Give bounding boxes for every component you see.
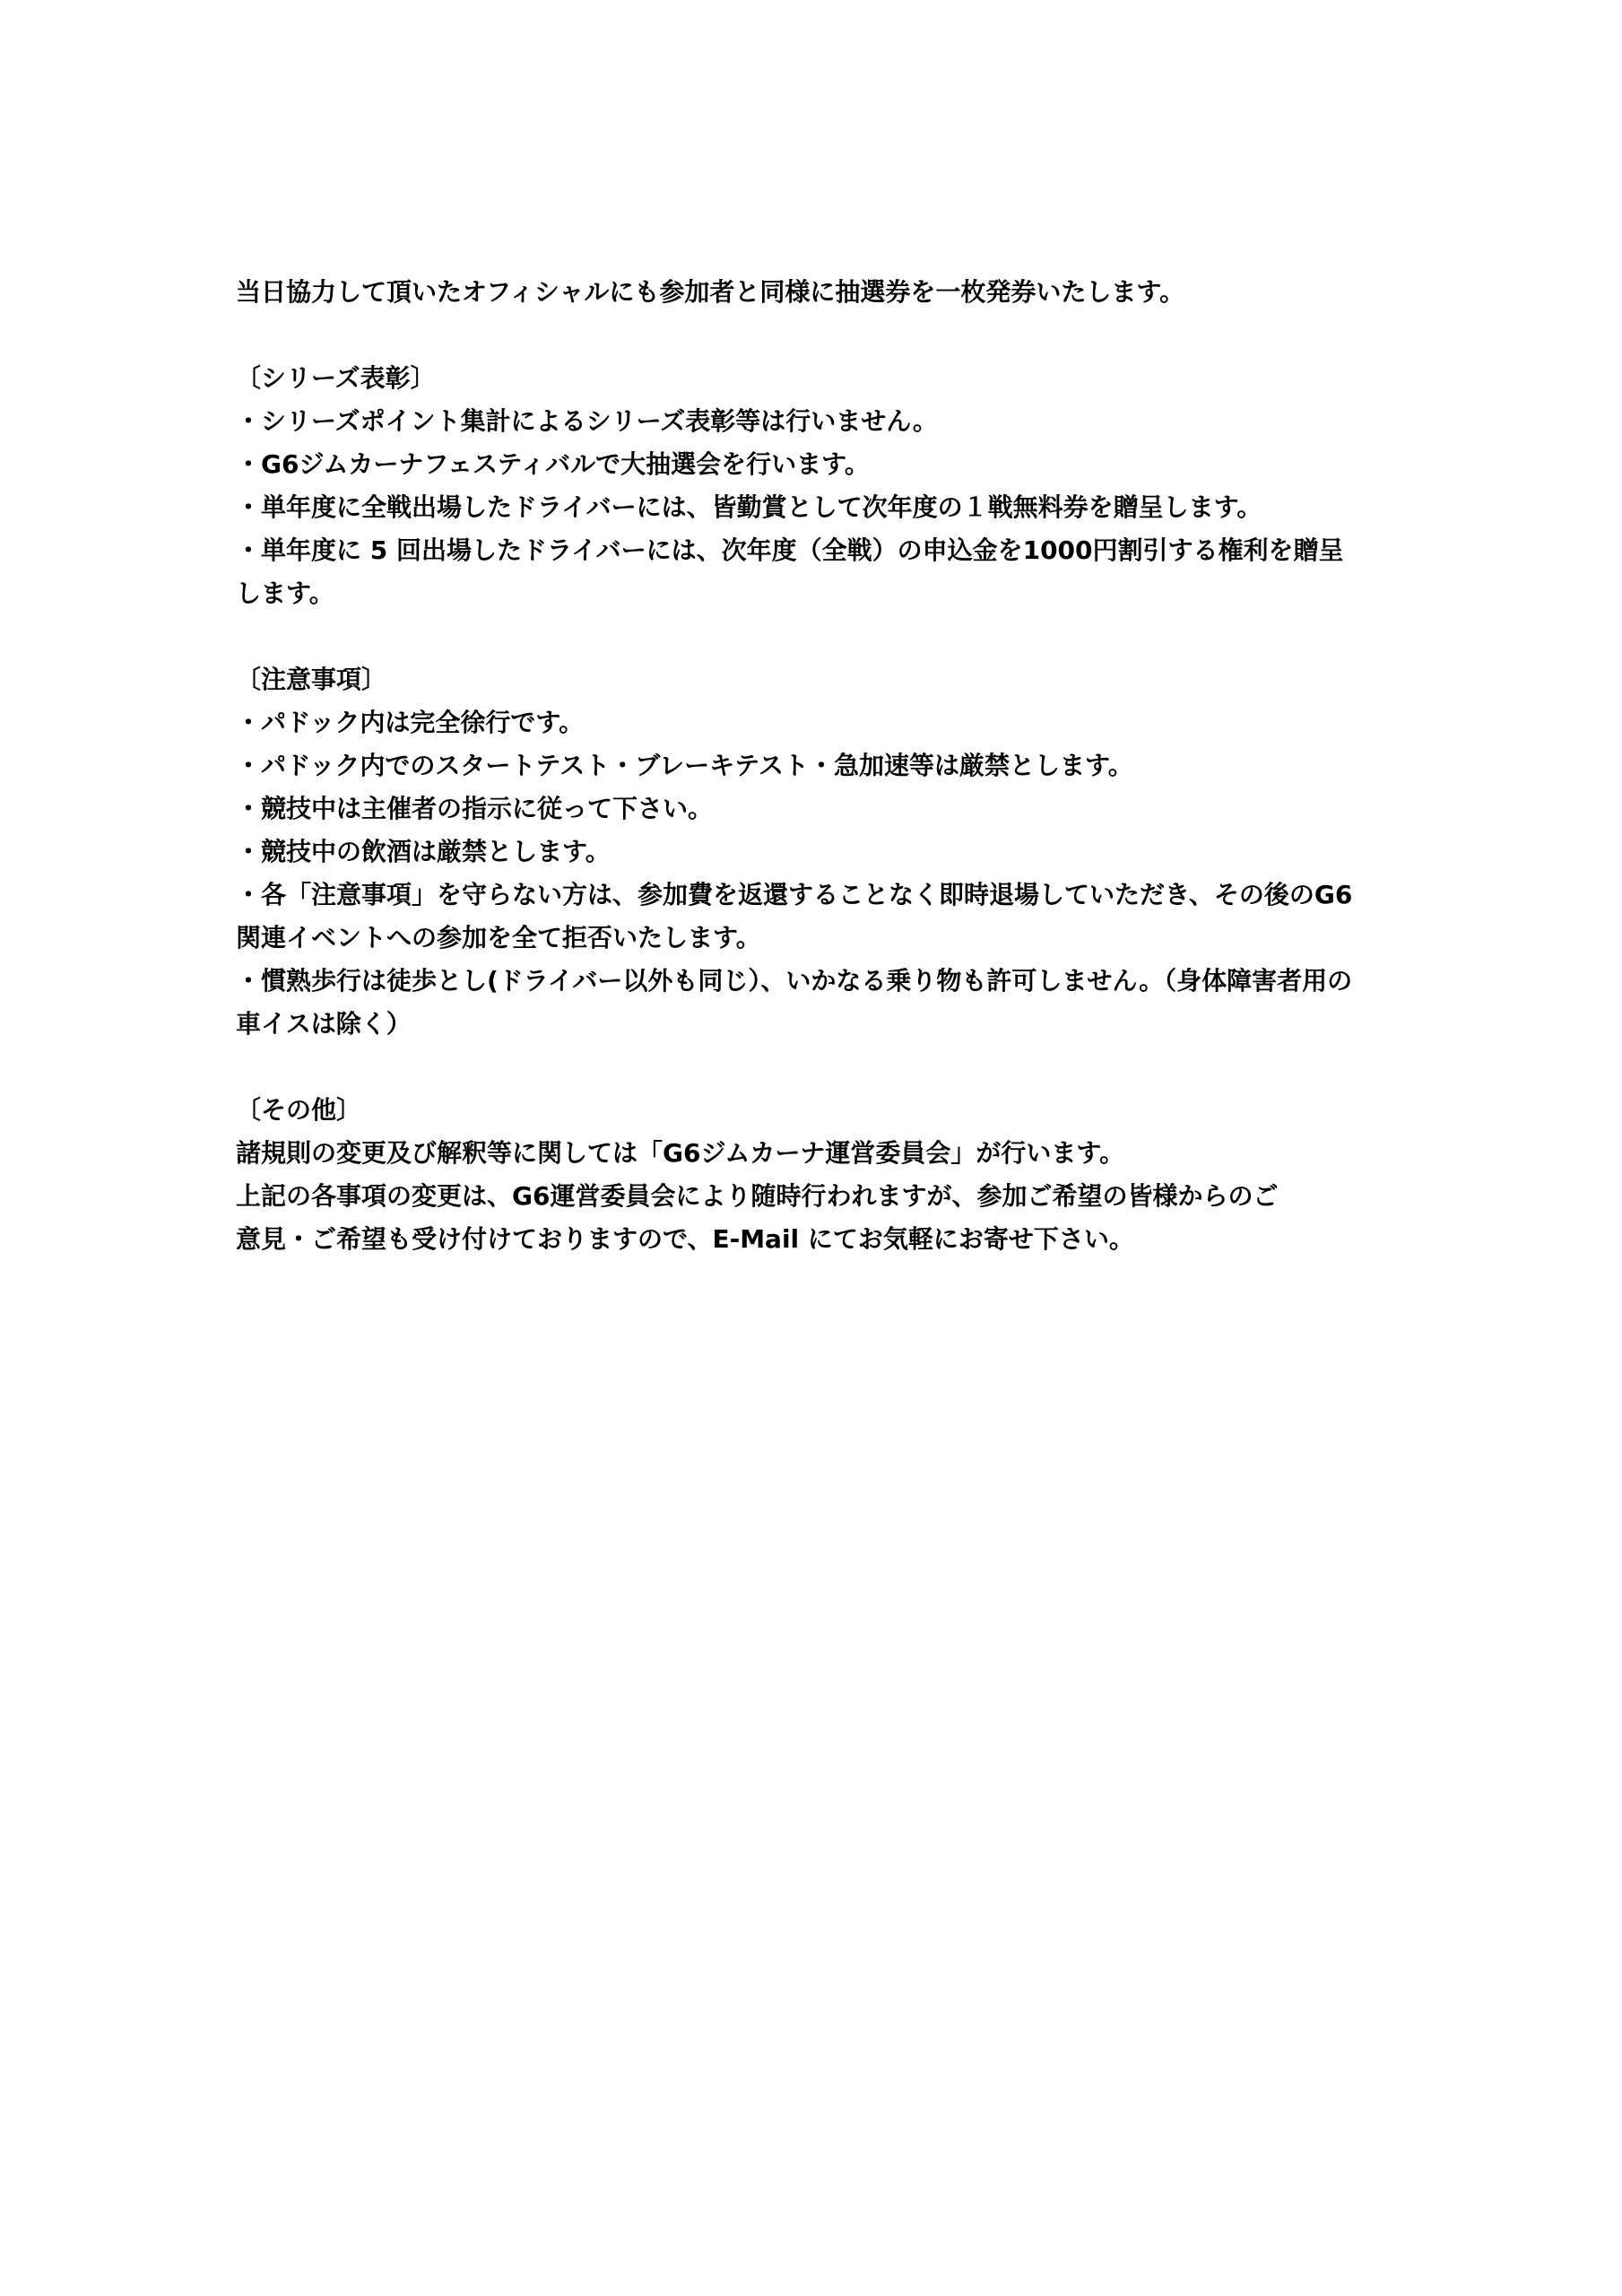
series-award-heading: 〔シリーズ表彰〕: [236, 363, 436, 393]
caution-item: ・パドック内でのスタートテスト・ブレーキテスト・急加速等は厳禁とします。: [236, 751, 1133, 780]
others-item: 意見・ご希望も受け付けておりますので、E-Mail にてお気軽にお寄せ下さい。: [236, 1224, 1134, 1254]
series-award-item: します。: [236, 578, 334, 608]
others-heading: 〔その他〕: [236, 1095, 362, 1125]
spacer: [236, 615, 1401, 658]
caution-item: ・競技中は主催者の指示に従って下さい。: [236, 794, 714, 823]
series-award-item: ・G6ジムカーナフェスティバルで大抽選会を行います。: [236, 449, 870, 479]
series-award-item: ・シリーズポイント集計によるシリーズ表彰等は行いません。: [236, 406, 938, 436]
others-item: 諸規則の変更及び解釈等に関しては「G6ジムカーナ運営委員会」が行います。: [236, 1138, 1125, 1168]
series-award-item: ・単年度に全戦出場したドライバーには、皆勤賞として次年度の１戦無料券を贈呈します。: [236, 492, 1262, 522]
series-award-item: ・単年度に 5 回出場したドライバーには、次年度（全戦）の申込金を1000円割引する権利を贈呈: [236, 535, 1344, 565]
caution-item: ・競技中の飲酒は厳禁とします。: [236, 837, 611, 866]
caution-item: ・各「注意事項」を守らない方は、参加費を返還することなく即時退場していただき、その後のG6: [236, 880, 1353, 909]
caution-item: 車イスは除く）: [236, 1009, 412, 1039]
caution-item: 関連イベントへの参加を全て拒否いたします。: [236, 923, 761, 952]
document-body: [236, 271, 1401, 1261]
spacer: [236, 1046, 1401, 1089]
caution-item: ・慣熟歩行は徒歩とし(ドライバー以外も同じ）、いかなる乗り物も許可しません。（身体障害者用の: [236, 966, 1353, 996]
caution-item: ・パドック内は完全徐行です。: [236, 708, 585, 737]
spacer: [236, 314, 1401, 357]
others-item: 上記の各事項の変更は、G6運営委員会により随時行われますが、参加ご希望の皆様からのご: [236, 1181, 1279, 1211]
intro-paragraph: 当日協力して頂いたオフィシャルにも参加者と同様に抽選券を一枚発券いたします。: [236, 277, 1185, 307]
cautions-heading: 〔注意事項〕: [236, 665, 387, 694]
